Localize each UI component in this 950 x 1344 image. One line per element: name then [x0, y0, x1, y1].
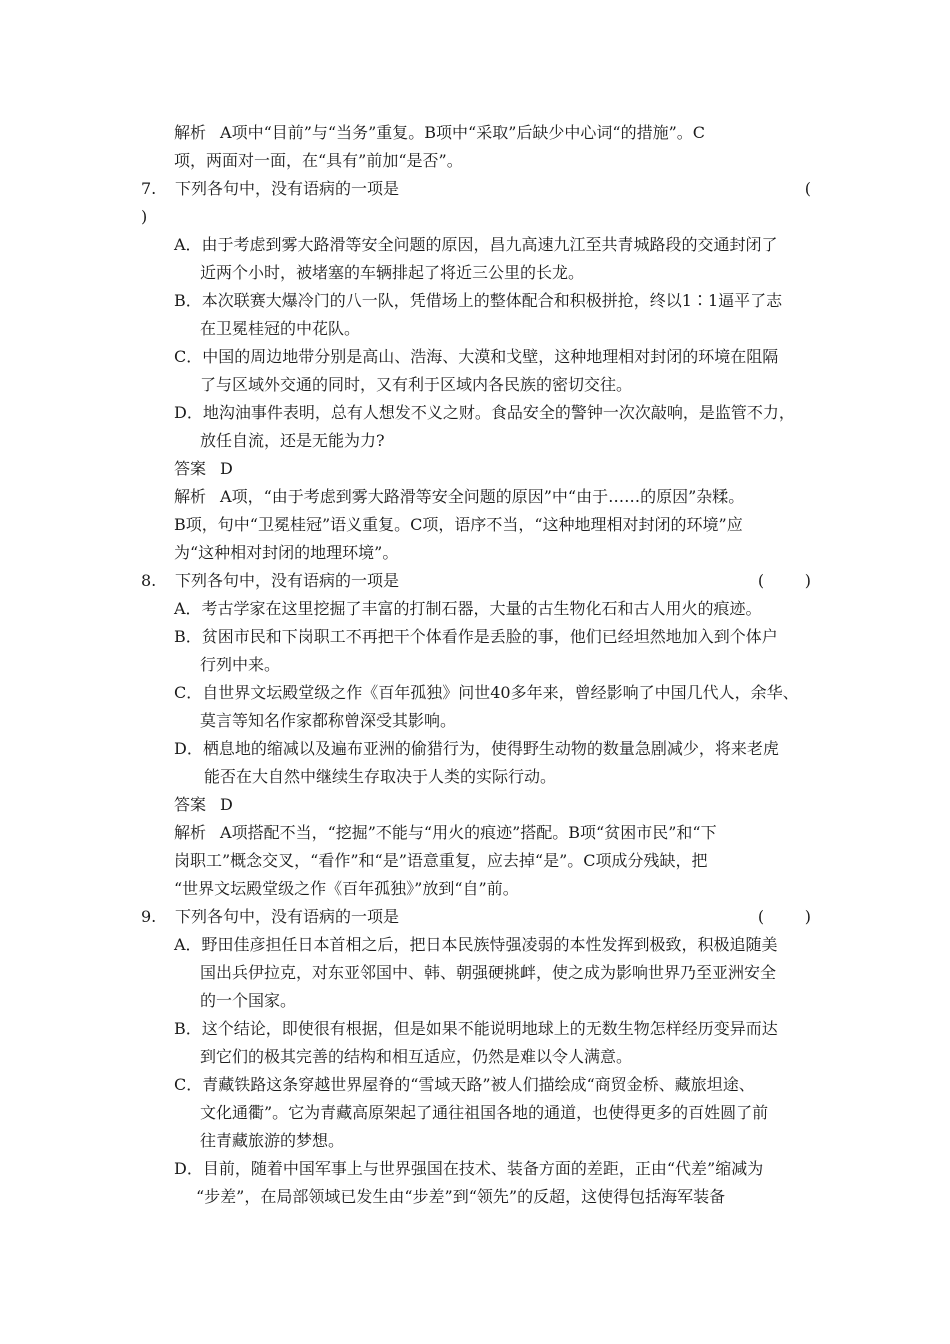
q7-option-c-cont: 了与区域外交通的同时，又有利于区域内各民族的密切交往。 — [200, 375, 633, 394]
q8-option-c-cont: 莫言等知名作家都称曾深受其影响。 — [200, 711, 457, 730]
q8-stem — [141, 571, 811, 591]
q7-option-b: B．本次联赛大爆冷门的八一队，凭借场上的整体配合和积极拼抢，终以1∶1逼平了志 — [174, 291, 783, 310]
q8-explanation-line: 解析 A项搭配不当，“挖掘”不能与“用火的痕迹”搭配。B项“贫困市民”和“下 — [174, 823, 717, 842]
q8-option-a: A．考古学家在这里挖掘了丰富的打制石器，大量的古生物化石和古人用火的痕迹。 — [174, 599, 762, 618]
q9-option-c-cont: 往青藏旅游的梦想。 — [200, 1131, 345, 1150]
q9-option-a-cont: 国出兵伊拉克，对东亚邻国中、韩、朝强硬挑衅，使之成为影响世界乃至亚洲安全 — [200, 963, 777, 982]
explanation-label: 解析 — [174, 823, 207, 842]
explanation-label: 解析 — [174, 487, 207, 506]
q6-explanation-line: 项，两面对一面，在“具有”前加“是否”。 — [174, 151, 463, 170]
q8-option-d-cont: 能否在大自然中继续生存取决于人类的实际行动。 — [204, 767, 557, 786]
q9-option-b-cont: 到它们的极其完善的结构和相互适应，仍然是难以令人满意。 — [200, 1047, 633, 1066]
q8-answer — [174, 795, 233, 815]
q9-stem — [141, 907, 811, 927]
q7-option-a: A．由于考虑到雾大路滑等安全问题的原因，昌九高速九江至共青城路段的交通封闭了 — [174, 235, 778, 254]
answer-bracket: ( ) — [757, 571, 811, 590]
answer-bracket-close: ) — [141, 207, 148, 226]
q8-explanation-line: 岗职工”概念交叉，“看作”和“是”语意重复，应去掉“是”。C项成分残缺，把 — [174, 851, 708, 870]
question-text: 下列各句中，没有语病的一项是 — [175, 571, 400, 590]
q9-option-c: C．青藏铁路这条穿越世界屋脊的“雪域天路”被人们描绘成“商贸金桥、藏旅坦途、 — [174, 1075, 755, 1094]
answer-value: D — [220, 795, 233, 814]
answer-value: D — [220, 459, 233, 478]
q8-option-c: C．自世界文坛殿堂级之作《百年孤独》问世40多年来，曾经影响了中国几代人，余华、 — [174, 683, 799, 702]
question-text: 下列各句中，没有语病的一项是 — [175, 179, 400, 198]
q8-option-d: D．栖息地的缩减以及遍布亚洲的偷猎行为，使得野生动物的数量急剧减少，将来老虎 — [174, 739, 779, 758]
q8-explanation-line: “世界文坛殿堂级之作《百年孤独》”放到“自”前。 — [174, 879, 519, 898]
answer-label: 答案 — [174, 459, 207, 478]
q9-option-b: B．这个结论，即使很有根据，但是如果不能说明地球上的无数生物怎样经历变异而达 — [174, 1019, 778, 1038]
q7-explanation-line: 解析 A项，“由于考虑到雾大路滑等安全问题的原因”中“由于……的原因”杂糅。 — [174, 487, 745, 506]
q7-stem — [141, 179, 811, 199]
q7-option-a-cont: 近两个小时，被堵塞的车辆排起了将近三公里的长龙。 — [200, 263, 585, 282]
q7-option-d-cont: 放任自流，还是无能为力? — [200, 431, 385, 450]
q8-option-b-cont: 行列中来。 — [200, 655, 281, 674]
q7-option-b-cont: 在卫冕桂冠的中花队。 — [200, 319, 361, 338]
q9-option-a: A．野田佳彦担任日本首相之后，把日本民族恃强凌弱的本性发挥到极致，积极追随美 — [174, 935, 778, 954]
q6-explanation-line: 解析 A项中“目前”与“当务”重复。B项中“采取”后缺少中心词“的措施”。C — [174, 123, 706, 142]
q7-option-c: C．中国的周边地带分别是高山、浩海、大漠和戈壁，这种地理相对封闭的环境在阻隔 — [174, 347, 779, 366]
q9-option-d: D．目前，随着中国军事上与世界强国在技术、装备方面的差距，正由“代差”缩减为 — [174, 1159, 764, 1178]
question-text: 下列各句中，没有语病的一项是 — [175, 907, 400, 926]
q9-option-d-cont: “步差”，在局部领域已发生由“步差”到“领先”的反超，这使得包括海军装备 — [196, 1187, 726, 1206]
q8-option-b: B．贫困市民和下岗职工不再把干个体看作是丢脸的事，他们已经坦然地加入到个体户 — [174, 627, 778, 646]
answer-bracket-open: ( — [804, 179, 811, 198]
answer-bracket: ( ) — [757, 907, 811, 926]
explanation-label: 解析 — [174, 123, 207, 142]
question-number: 8. — [141, 571, 157, 590]
question-number: 9. — [141, 907, 157, 926]
q7-answer — [174, 459, 233, 479]
q9-option-a-cont: 的一个国家。 — [200, 991, 297, 1010]
q7-explanation-line: B项，句中“卫冕桂冠”语义重复。C项，语序不当，“这种地理相对封闭的环境”应 — [174, 515, 743, 534]
q9-option-c-cont: 文化通衢”。它为青藏高原架起了通往祖国各地的通道，也使得更多的百姓圆了前 — [200, 1103, 769, 1122]
q7-explanation-line: 为“这种相对封闭的地理环境”。 — [174, 543, 399, 562]
q7-option-d: D．地沟油事件表明，总有人想发不义之财。食品安全的警钟一次次敲响，是监管不力， — [174, 403, 795, 422]
question-number: 7. — [141, 179, 157, 198]
answer-label: 答案 — [174, 795, 207, 814]
